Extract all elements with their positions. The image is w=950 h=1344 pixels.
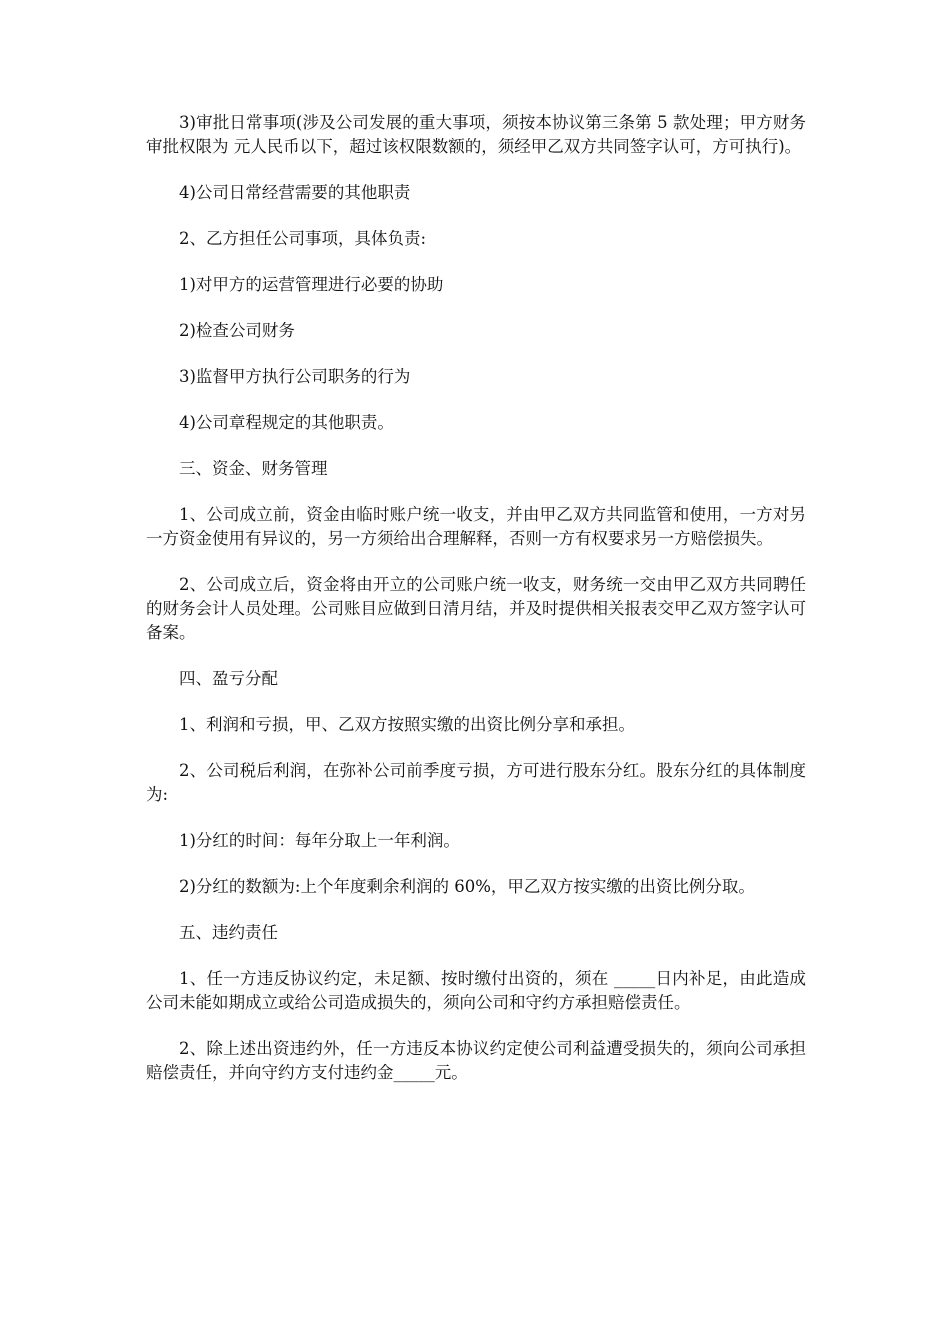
paragraph-party-b-duties: 2、乙方担任公司事项，具体负责:: [179, 229, 427, 248]
section-heading-profit-loss: 四、盈亏分配: [179, 669, 278, 688]
paragraph-other-charter-duties: 4)公司章程规定的其他职责。: [179, 413, 394, 432]
paragraph-profit-loss-sharing: 1、利润和亏损，甲、乙双方按照实缴的出资比例分享和承担。: [179, 715, 635, 734]
paragraph-capital-default: 1、任一方违反协议约定，未足额、按时缴付出资的，须在 _____日内补足，由此造成公司未能如期成立或给公司造成损失的，须向公司和守约方承担赔偿责任。: [146, 969, 806, 1012]
section-heading-liability: 五、违约责任: [179, 923, 278, 942]
paragraph-approval-daily-matters: 3)审批日常事项(涉及公司发展的重大事项，须按本协议第三条第 5 款处理；甲方财务审批权限为 元人民币以下，超过该权限数额的，须经甲乙双方共同签字认可，方可执行)。: [146, 113, 806, 156]
paragraph-dividend-amount: 2)分红的数额为:上个年度剩余利润的 60%，甲乙双方按实缴的出资比例分取。: [179, 877, 755, 896]
section-heading-finance: 三、资金、财务管理: [179, 459, 328, 478]
paragraph-funds-after-establishment: 2、公司成立后，资金将由开立的公司账户统一收支，财务统一交由甲乙双方共同聘任的财务会计人员处理。公司账目应做到日清月结，并及时提供相关报表交甲乙双方签字认可备案。: [146, 575, 806, 642]
paragraph-other-daily-duties: 4)公司日常经营需要的其他职责: [179, 183, 411, 202]
paragraph-dividend-time: 1)分红的时间：每年分取上一年利润。: [179, 831, 460, 850]
paragraph-funds-before-establishment: 1、公司成立前，资金由临时账户统一收支，并由甲乙双方共同监管和使用，一方对另一方资金使用有异议的，另一方须给出合理解释，否则一方有权要求另一方赔偿损失。: [146, 505, 806, 548]
paragraph-check-finance: 2)检查公司财务: [179, 321, 295, 340]
document-body: [146, 111, 806, 1107]
paragraph-other-default: 2、除上述出资违约外，任一方违反本协议约定使公司利益遭受损失的，须向公司承担赔偿责任，并向守约方支付违约金_____元。: [146, 1039, 806, 1082]
paragraph-dividend-system: 2、公司税后利润，在弥补公司前季度亏损，方可进行股东分红。股东分红的具体制度为:: [146, 761, 806, 804]
paragraph-supervise-party-a: 3)监督甲方执行公司职务的行为: [179, 367, 411, 386]
paragraph-assist-operations: 1)对甲方的运营管理进行必要的协助: [179, 275, 444, 294]
